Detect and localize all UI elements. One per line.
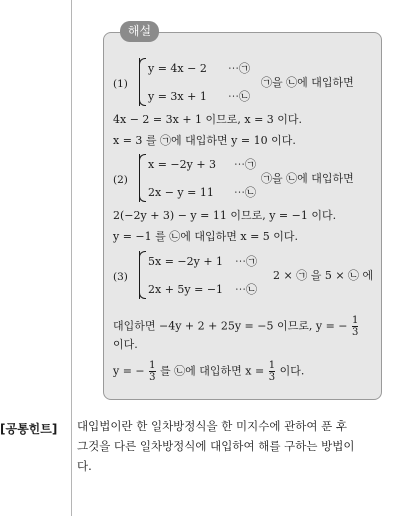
problem-3-eq1: 5x = −2y + 1 [148, 255, 224, 268]
hint-line: 그것을 다른 일차방정식에 대입하여 해를 구하는 방법이 [77, 439, 355, 453]
problem-1-brace [139, 58, 146, 106]
fraction-one-third [352, 315, 358, 338]
problem-2-substitute-text: ㉠을 ㉡에 대입하면 [261, 172, 354, 185]
problem-2-line2: y = −1 를 ㉡에 대입하면 x = 5 이다. [113, 230, 299, 243]
common-hint-label: [공통힌트] [0, 422, 58, 436]
problem-1-eq2-mark: ⋯㉡ [228, 90, 250, 103]
problem-1-eq1: y = 4x − 2 [148, 62, 207, 75]
fraction-denominator: 3 [268, 372, 276, 383]
problem-2-line1: 2(−2y + 3) − y = 11 이므로, y = −1 이다. [113, 209, 337, 222]
common-hint-text [77, 416, 399, 476]
fraction-one-third [269, 360, 275, 383]
problem-1-eq2: y = 3x + 1 [148, 90, 207, 103]
problem-3-line2: 이다. [113, 338, 138, 351]
fraction-numerator: 1 [149, 360, 156, 371]
problem-3-line3-end: 이다. [279, 364, 305, 378]
problem-1-eq1-mark: ⋯㉠ [228, 62, 250, 75]
fraction-numerator: 1 [268, 360, 276, 371]
problem-2-brace [139, 154, 146, 202]
problem-2-eq1: x = −2y + 3 [148, 158, 217, 171]
problem-3-brace [139, 251, 146, 299]
problem-3-substitute-text: 2 × ㉠ 을 5 × ㉡ 에 [273, 269, 374, 282]
problem-1-line2: x = 3 를 ㉠에 대입하면 y = 10 이다. [113, 134, 296, 147]
problem-3-line1 [113, 315, 359, 338]
fraction-one-third [149, 360, 155, 383]
problem-2-eq2: 2x − y = 11 [148, 186, 214, 199]
problem-3-number: (3) [113, 271, 128, 283]
problem-1-number: (1) [113, 78, 128, 90]
problem-3-eq2-mark: ⋯㉡ [235, 283, 257, 296]
fraction-denominator: 3 [352, 327, 359, 338]
problem-3-eq2: 2x + 5y = −1 [148, 283, 224, 296]
problem-3-line3-middle: 를 ㉡에 대입하면 x = [160, 364, 265, 378]
problem-3-line3-start: y = − [113, 364, 145, 378]
problem-3-eq1-mark: ⋯㉠ [235, 255, 257, 268]
problem-1-substitute-text: ㉠을 ㉡에 대입하면 [261, 76, 354, 89]
problem-2-eq1-mark: ⋯㉠ [234, 158, 256, 171]
problem-2-eq2-mark: ⋯㉡ [234, 186, 256, 199]
problem-2-number: (2) [113, 174, 128, 186]
problem-1-line1: 4x − 2 = 3x + 1 이므로, x = 3 이다. [113, 113, 303, 126]
problem-3-line3 [113, 360, 304, 383]
margin-line [71, 0, 72, 516]
solution-tag: 해설 [120, 21, 159, 42]
fraction-denominator: 3 [149, 372, 156, 383]
fraction-numerator: 1 [352, 315, 359, 326]
hint-line: 대입법이란 한 일차방정식을 한 미지수에 관하여 푼 후 [77, 419, 347, 433]
hint-line: 다. [77, 459, 92, 473]
problem-3-line1-text: 대입하면 −4y + 2 + 25y = −5 이므로, y = − [113, 319, 348, 333]
